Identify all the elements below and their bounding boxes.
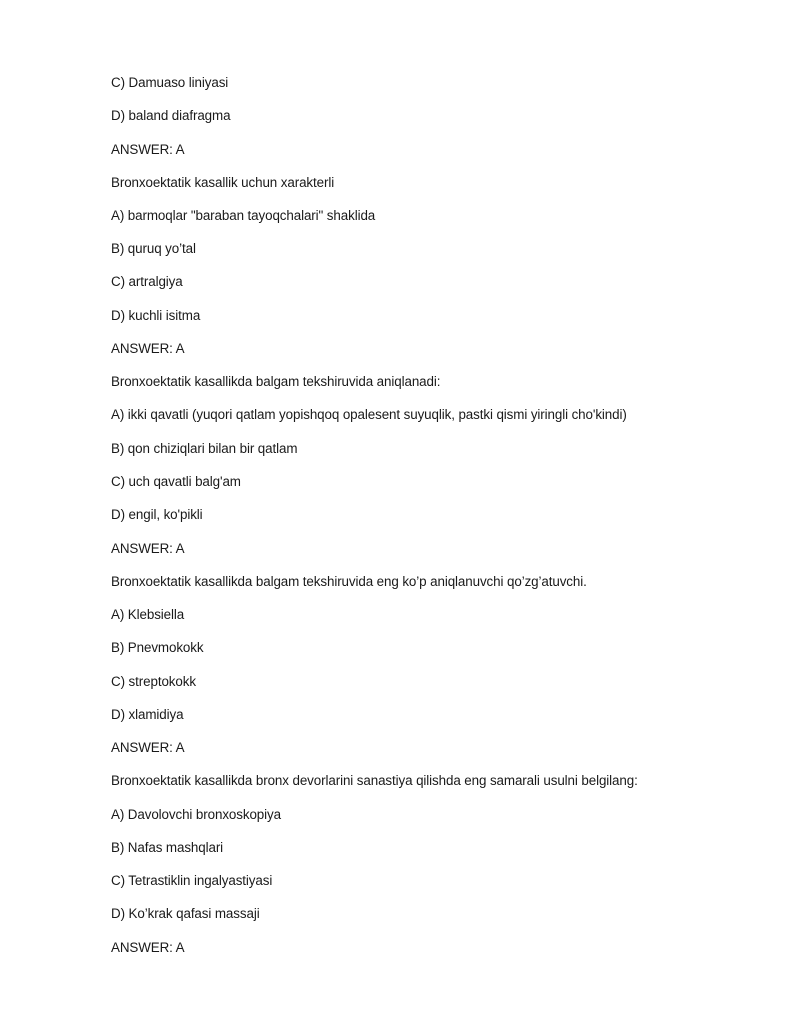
question-text: Bronxoektatik kasallikda balgam tekshiruvida eng ko’p aniqlanuvchi qo’zg’atuvchi. (111, 574, 587, 589)
option-c: C) streptokokk (111, 674, 196, 689)
option-d: D) Ko’krak qafasi massaji (111, 906, 260, 921)
option-a: A) Klebsiella (111, 607, 185, 622)
option-b: B) qon chiziqlari bilan bir qatlam (111, 441, 298, 456)
option-a: A) ikki qavatli (yuqori qatlam yopishqoq opalesent suyuqlik, pastki qismi yiringli cho'kindi) (111, 407, 627, 422)
answer-line: ANSWER: A (111, 940, 185, 955)
option-d: D) kuchli isitma (111, 308, 201, 323)
question-text: Bronxoektatik kasallik uchun xarakterli (111, 175, 335, 190)
option-a: A) Davolovchi bronxoskopiya (111, 807, 281, 822)
answer-line: ANSWER: A (111, 341, 185, 356)
question-text: Bronxoektatik kasallikda balgam tekshiruvida aniqlanadi: (111, 374, 441, 389)
option-c: C) uch qavatli balg'am (111, 474, 241, 489)
option-b: B) quruq yo’tal (111, 241, 196, 256)
question-text: Bronxoektatik kasallikda bronx devorlarini sanastiya qilishda eng samarali usulni belgilang: (111, 773, 638, 788)
option-d: D) baland diafragma (111, 108, 231, 123)
option-b: B) Nafas mashqlari (111, 840, 224, 855)
answer-line: ANSWER: A (111, 142, 185, 157)
answer-line: ANSWER: A (111, 541, 185, 556)
option-b: B) Pnevmokokk (111, 640, 204, 655)
option-c: C) artralgiya (111, 274, 183, 289)
option-c: C) Damuaso liniyasi (111, 75, 229, 90)
option-d: D) engil, ko'pikli (111, 507, 203, 522)
option-d: D) xlamidiya (111, 707, 184, 722)
option-c: C) Tetrastiklin ingalyastiyasi (111, 873, 273, 888)
option-a: A) barmoqlar "baraban tayoqchalari" shaklida (111, 208, 376, 223)
answer-line: ANSWER: A (111, 740, 185, 755)
